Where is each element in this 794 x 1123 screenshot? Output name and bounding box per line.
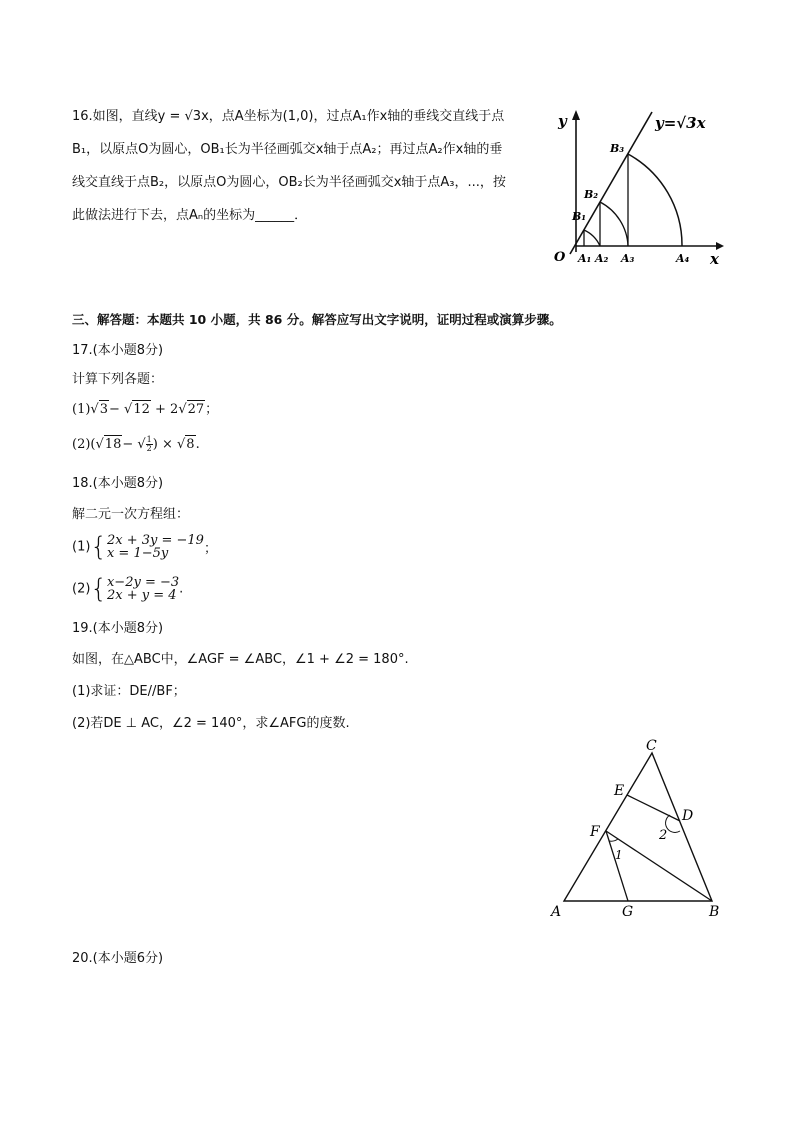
q17-p2-prefix: (2)( (72, 437, 96, 452)
q17-p2-minus: − (122, 437, 134, 452)
label-a3: A₃ (621, 252, 635, 265)
q16-graph (550, 102, 730, 270)
q17-p1-end: ； (205, 402, 219, 417)
label-b1: B₁ (572, 210, 587, 223)
label-b2: B₂ (584, 188, 599, 201)
label-b: B (709, 904, 720, 920)
line-equation-label: y=√3x (655, 114, 706, 132)
q16-line-4: 此做法进行下去，点Aₙ的坐标为______． (72, 208, 308, 223)
q18-part-1 (72, 534, 217, 560)
triangle-abc (564, 753, 712, 901)
q17-p1-op-1: − (109, 402, 120, 417)
q18-p1-eq-2: x = 1−5y (106, 546, 169, 561)
q19-intro: 如图，在△ABC中，∠AGF = ∠ABC，∠1 + ∠2 = 180°. (72, 652, 409, 667)
q18-part-2 (72, 576, 183, 602)
q18-p2-brace: { (90, 574, 107, 604)
q16-line-3: 线交直线于点B₂，以原点O为圆心，OB₂长为半径画弧交x轴于点A₃，...，按 (72, 175, 506, 190)
label-b3: B₃ (610, 142, 625, 155)
q18-p1-end: ； (203, 541, 217, 557)
q18-p2-eq-1: x−2y = −3 (106, 575, 180, 590)
q19-triangle-figure (546, 733, 731, 923)
q17-p2-fraction (146, 436, 153, 453)
section-3-heading: 三、解答题：本题共 10 小题，共 86 分。解答应写出文字说明，证明过程或演算步骤。 (72, 312, 562, 327)
q20-header: 20.(本小题6分) (72, 951, 164, 966)
x-axis-label: x (710, 250, 719, 268)
q17-intro: 计算下列各题： (72, 372, 164, 387)
q19-part-1: (1)求证：DE//BF； (72, 684, 186, 699)
y-axis-label: y (558, 112, 567, 130)
q18-header: 18.(本小题8分) (72, 476, 164, 491)
label-a1: A₁ (578, 252, 592, 265)
segment-ed (627, 795, 680, 821)
q17-p2-numerator: 1 (146, 435, 152, 444)
q17-p2-denominator: 2 (146, 444, 152, 453)
q18-p1-system (107, 534, 204, 560)
q17-p2-sqrt-2: 8 (186, 437, 195, 452)
q18-p1-brace: { (90, 532, 107, 562)
label-a: A (551, 904, 562, 920)
label-f: F (590, 824, 600, 840)
label-a2: A₂ (595, 252, 609, 265)
arc-b3-a4 (628, 154, 682, 246)
q17-header: 17.(本小题8分) (72, 343, 164, 358)
q17-p1-sqrt-2: 12 (133, 402, 150, 417)
arc-b1-a2 (584, 230, 600, 246)
q18-p2-eq-2: 2x + y = 4 (106, 588, 177, 603)
q16-line-2: B₁，以原点O为圆心，OB₁长为半径画弧交x轴于点A₂；再过点A₂作x轴的垂 (72, 142, 503, 157)
q17-p1-sqrt-1: 3 (99, 402, 108, 417)
q18-p1-eq-1: 2x + 3y = −19 (106, 533, 204, 548)
x-axis-arrow (716, 242, 724, 250)
line-y-sqrt3x (570, 112, 652, 254)
q17-p2-times: ) × (152, 437, 177, 452)
label-e: E (614, 783, 625, 799)
q18-p1-prefix: (1) (72, 539, 91, 555)
q17-p1-sqrt-3: 27 (187, 402, 205, 417)
q18-p2-end: . (179, 581, 184, 597)
label-g: G (622, 904, 634, 920)
arc-b2-a3 (600, 202, 628, 246)
q17-p2-end: . (195, 437, 200, 452)
q17-part-1: (1)√3− √12 + 2√27； (72, 402, 219, 417)
q19-part-2: (2)若DE ⊥ AC，∠2 = 140°，求∠AFG的度数. (72, 716, 350, 731)
angle-1-arc (609, 839, 618, 841)
label-angle-1: 1 (615, 848, 623, 862)
q17-p2-sqrt-1: 18 (104, 437, 122, 452)
question-16-text (72, 100, 542, 232)
q17-p1-op-2: + 2 (155, 402, 179, 417)
q17-part-2: (2)(√18− √ $\frac{1}{2}$ ) × √8. (72, 435, 200, 453)
label-c: C (646, 738, 657, 754)
q16-line-1: 16.如图，直线y = √3x，点A坐标为(1,0)，过点A₁作x轴的垂线交直线于点 (72, 109, 505, 124)
q19-header: 19.(本小题8分) (72, 621, 164, 636)
label-a4: A₄ (676, 252, 690, 265)
q18-intro: 解二元一次方程组： (72, 507, 190, 522)
q18-p2-system (107, 576, 179, 602)
q18-p2-prefix: (2) (72, 581, 91, 597)
origin-label: O (554, 250, 566, 265)
q17-p1-prefix: (1) (72, 402, 91, 417)
label-d: D (682, 808, 694, 824)
y-axis-arrow (572, 110, 580, 120)
label-angle-2: 2 (659, 828, 668, 843)
